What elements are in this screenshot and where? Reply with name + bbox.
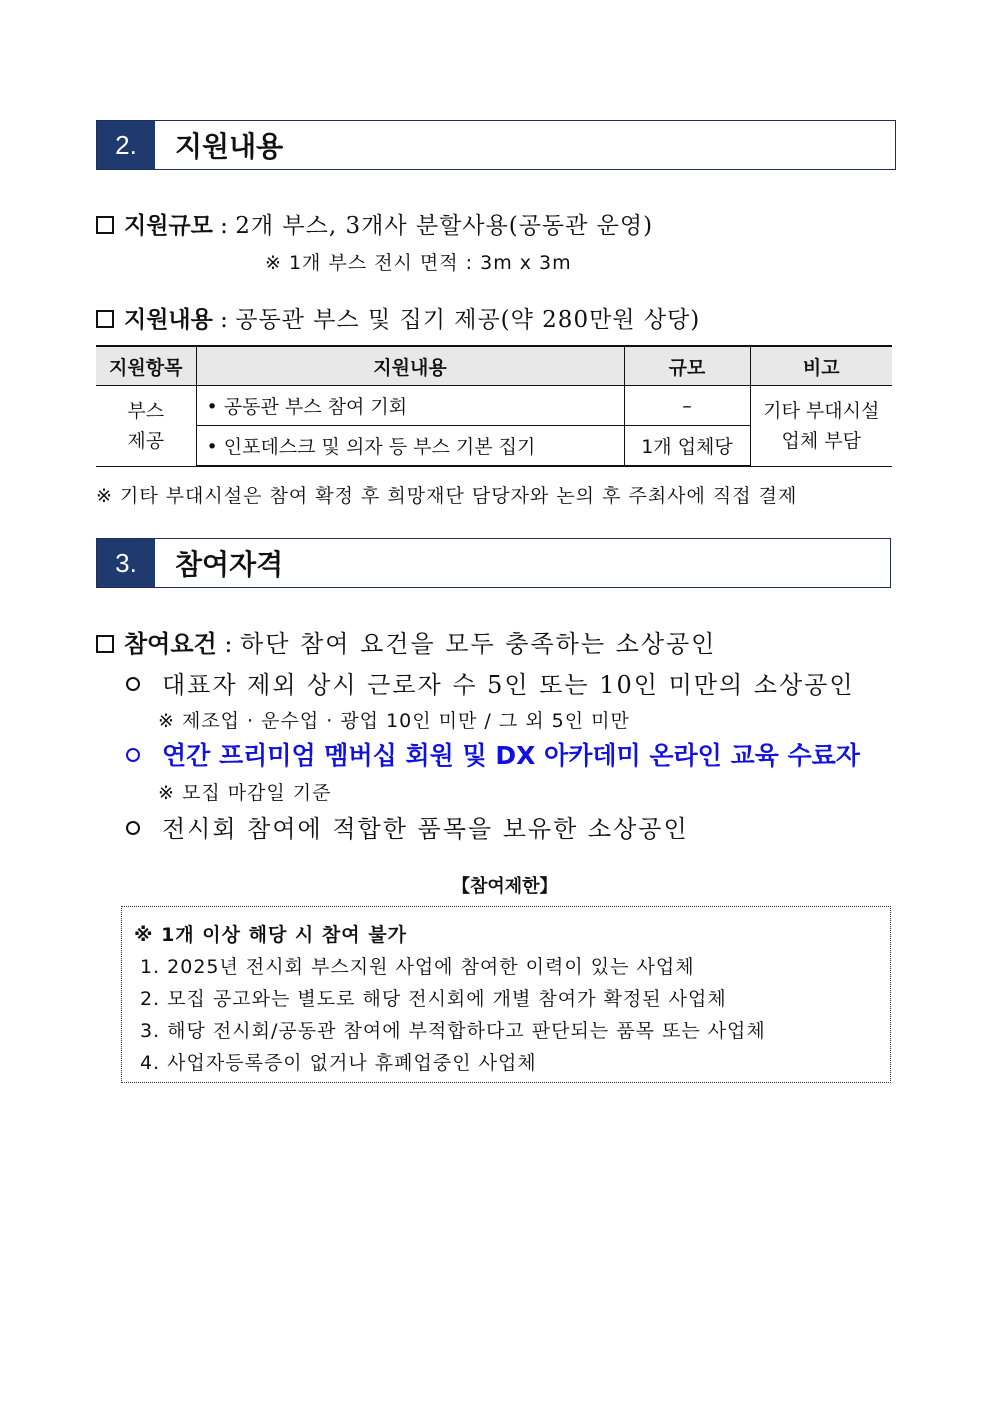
requirement-text: 하단 참여 요건을 모두 충족하는 소상공인 [240, 630, 717, 658]
section-3-header [96, 538, 891, 588]
table-header-row [96, 346, 892, 386]
requirement-item-2-note: ※ 모집 마감일 기준 [158, 782, 332, 804]
requirement-item-1-note: ※ 제조업 · 운수업 · 광업 10인 미만 / 그 외 5인 미만 [158, 710, 630, 732]
restriction-title: 【참여제한】 [452, 876, 558, 897]
support-footnote: ※ 기타 부대시설은 참여 확정 후 희망재단 담당자와 논의 후 주최사에 직접 결제 [96, 485, 798, 507]
requirement-item-2-text: 연간 프리미엄 멤버십 회원 및 DX 아카데미 온라인 교육 수료자 [162, 741, 860, 770]
support-scale-text: 2개 부스, 3개사 분할사용(공동관 운영) [235, 213, 654, 239]
support-table [96, 345, 892, 467]
requirement-item-2 [126, 736, 860, 772]
support-content-label: 지원내용 [124, 306, 213, 333]
requirement-item-1-text: 대표자 제외 상시 근로자 수 5인 또는 10인 미만의 소상공인 [162, 671, 855, 699]
table-remark-cell [750, 386, 892, 467]
checkbox-square-icon [96, 216, 114, 234]
section-2-title: 지원내용 [175, 130, 284, 163]
checkbox-square-icon [96, 310, 114, 328]
support-scale-separator: : [212, 213, 236, 239]
section-2-header [96, 120, 896, 170]
restriction-box [121, 906, 891, 1083]
table-header-content: 지원내용 [196, 346, 624, 386]
table-row [96, 386, 892, 426]
table-scale-cell: – [624, 386, 750, 426]
table-category-line1: 부스 [127, 399, 165, 422]
section-2-number: 2. [97, 121, 155, 169]
circle-bullet-icon [126, 748, 140, 762]
checkbox-square-icon [96, 635, 114, 653]
support-scale-label: 지원규모 [124, 212, 213, 239]
restriction-item: 4. 사업자등록증이 없거나 휴폐업중인 사업체 [140, 1052, 537, 1074]
requirement-item-3 [126, 809, 689, 844]
table-category-line2: 제공 [127, 429, 165, 452]
section-3-title: 참여자격 [175, 548, 284, 581]
restriction-item: 1. 2025년 전시회 부스지원 사업에 참여한 이력이 있는 사업체 [140, 956, 695, 978]
restriction-item: 2. 모집 공고와는 별도로 해당 전시회에 개별 참여가 확정된 사업체 [140, 988, 727, 1010]
circle-bullet-icon [126, 677, 140, 691]
restriction-heading: ※ 1개 이상 해당 시 참여 불가 [134, 924, 407, 946]
requirement-line [96, 624, 716, 659]
table-header-remark: 비고 [750, 346, 892, 386]
circle-bullet-icon [126, 821, 140, 835]
support-content-text: 공동관 부스 및 집기 제공(약 280만원 상당) [235, 307, 701, 333]
requirement-item-3-text: 전시회 참여에 적합한 품목을 보유한 소상공인 [162, 815, 689, 843]
section-3-number: 3. [97, 539, 155, 587]
table-remark-line2: 업체 부담 [781, 429, 861, 452]
requirement-item-1 [126, 665, 855, 700]
table-content-cell: • 공동관 부스 참여 기회 [196, 386, 624, 426]
table-scale-cell: 1개 업체당 [624, 426, 750, 467]
restriction-item: 3. 해당 전시회/공동관 참여에 부적합하다고 판단되는 품목 또는 사업체 [140, 1020, 766, 1042]
table-category-cell [96, 386, 196, 467]
support-scale-line [96, 207, 653, 240]
support-scale-note: ※ 1개 부스 전시 면적 : 3m x 3m [265, 252, 572, 274]
table-content-cell: • 인포데스크 및 의자 등 부스 기본 집기 [196, 426, 624, 467]
requirement-separator: : [216, 630, 241, 658]
requirement-label: 참여요건 [124, 629, 217, 658]
support-content-line [96, 301, 700, 334]
table-header-item: 지원항목 [96, 346, 196, 386]
support-content-separator: : [212, 307, 236, 333]
table-header-scale: 규모 [624, 346, 750, 386]
table-remark-line1: 기타 부대시설 [763, 399, 880, 422]
